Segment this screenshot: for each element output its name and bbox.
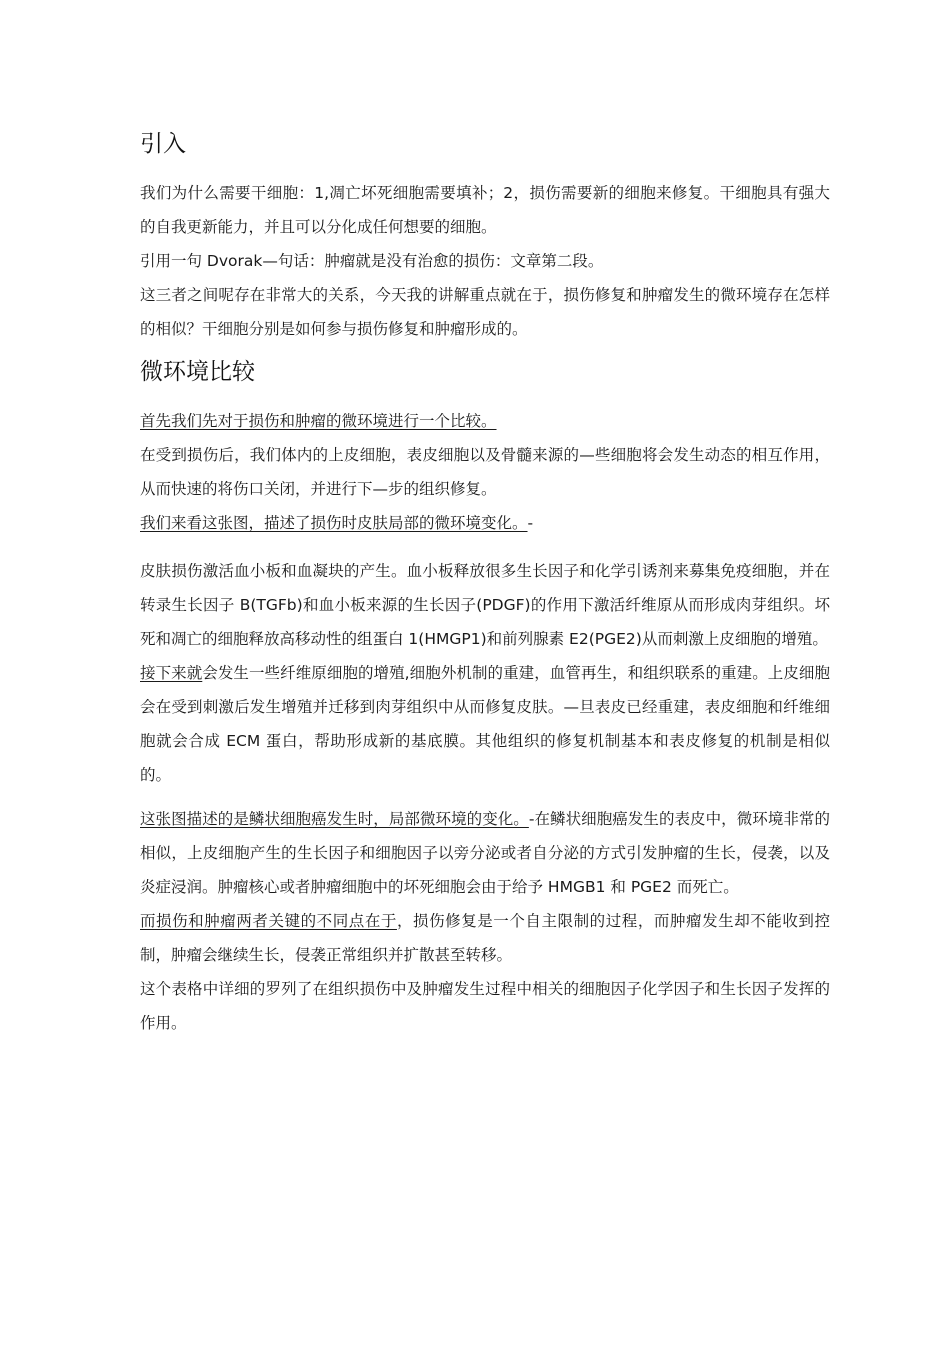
underlined-text: 接下来就 [140, 664, 203, 682]
micro-paragraph-2: 在受到损伤后，我们体内的上皮细胞，表皮细胞以及骨髓来源的—些细胞将会发生动态的相互作用，从而快速的将伤口关闭，并进行下—步的组织修复。 [140, 446, 830, 498]
document-page [140, 118, 830, 1040]
micro-paragraph-3 [140, 506, 830, 540]
micro-paragraph-4: 皮肤损伤激活血小板和血凝块的产生。血小板释放很多生长因子和化学引诱剂来募集免疫细胞，并在转录生长因子 B(TGFb)和血小板来源的生长因子(PDGF)的作用下激活纤维原从而形成肉芽组织。坏死和凋亡的细胞释放高移动性的组蛋白 1(HMGP1)和前列腺素 E2(PGE2)从而刺激上皮细胞的增殖。 [140, 562, 830, 648]
micro-paragraph-1 [140, 404, 830, 438]
micro-paragraph-7 [140, 904, 830, 972]
underlined-text: 这张图描述的是鳞状细胞癌发生时，局部微环境的变化。 [140, 810, 529, 828]
intro-paragraph-3: 这三者之间呢存在非常大的关系，今天我的讲解重点就在于，损伤修复和肿瘤发生的微环境存在怎样的相似？干细胞分别是如何参与损伤修复和肿瘤形成的。 [140, 286, 830, 338]
paragraph-tail: - [527, 514, 534, 532]
paragraph-text: ，损伤修复是一个自主限制的过程，而肿瘤发生却不能收到控制，肿瘤会继续生长，侵袭正常组织并扩散甚至转移。 [140, 912, 830, 964]
micro-paragraph-6 [140, 802, 830, 904]
micro-paragraph-8: 这个表格中详细的罗列了在组织损伤中及肿瘤发生过程中相关的细胞因子化学因子和生长因子发挥的作用。 [140, 980, 830, 1032]
underlined-text: 而损伤和肿瘤两者关键的不同点在于 [140, 912, 397, 930]
paragraph-text: 会发生一些纤维原细胞的增殖,细胞外机制的重建，血管再生，和组织联系的重建。上皮细胞会在受到刺激后发生增殖并迁移到肉芽组织中从而修复皮肤。—旦表皮已经重建，表皮细胞和纤维细胞就会合成 ECM 蛋白，帮助形成新的基底膜。其他组织的修复机制基本和表皮修复的机制是相似的。 [140, 664, 830, 784]
section-heading-intro: 引入 [140, 131, 186, 157]
underlined-text: 我们来看这张图，描述了损伤时皮肤局部的微环境变化。 [140, 514, 528, 532]
paragraph-text: -在鳞状细胞癌发生的表皮中，微环境非常的相似，上皮细胞产生的生长因子和细胞因子以旁分泌或者自分泌的方式引发肿瘤的生长，侵袭，以及炎症浸润。肿瘤核心或者肿瘤细胞中的坏死细胞会由于给予 HMGB1 和 PGE2 而死亡。 [140, 810, 830, 896]
section-heading-microenvironment: 微环境比较 [140, 359, 255, 385]
intro-paragraph-2: 引用一句 Dvorak—句话：肿瘤就是没有治愈的损伤：文章第二段。 [140, 252, 604, 270]
micro-paragraph-5 [140, 656, 830, 792]
intro-paragraph-1: 我们为什么需要干细胞：1,凋亡坏死细胞需要填补；2，损伤需要新的细胞来修复。干细胞具有强大的自我更新能力，并且可以分化成任何想要的细胞。 [140, 184, 830, 236]
underlined-text: 首先我们先对于损伤和肿瘤的微环境进行一个比较。 [140, 412, 497, 430]
